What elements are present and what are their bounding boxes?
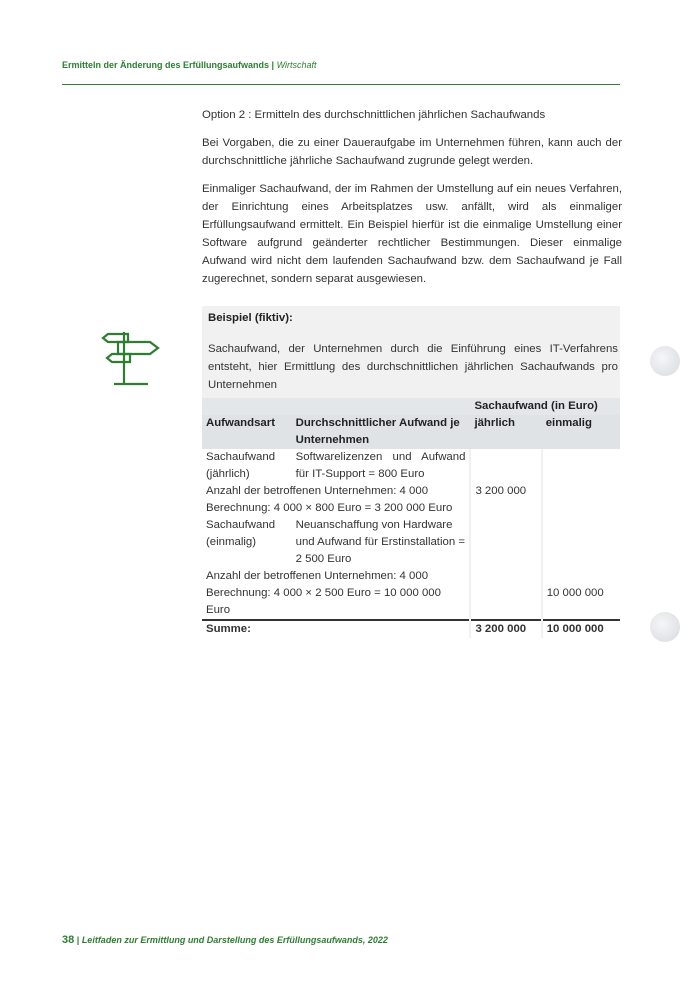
col-header-average: Durchschnittlicher Aufwand je Unternehmen: [292, 415, 471, 449]
cell-desc: Neuanschaffung von Hardware und Aufwand für Erstinstallation = 2 500 Euro: [292, 517, 471, 568]
header-separator: |: [271, 60, 275, 70]
signpost-icon: [100, 328, 162, 388]
header-title: Ermitteln der Änderung des Erfüllungsaufwands: [62, 60, 270, 70]
footer-text: Leitfaden zur Ermittlung und Darstellung des Erfüllungsaufwands, 2022: [81, 935, 388, 945]
table-row: [202, 483, 620, 500]
paragraph-1: Bei Vorgaben, die zu einer Daueraufgabe im Unternehmen führen, kann auch der durchschnittliche jährliche Sachaufwand zugrunde gelegt werden.: [202, 137, 622, 167]
table-row: [202, 517, 620, 568]
header-section: Wirtschaft: [276, 60, 317, 70]
cell-type: Sachaufwand (einmalig): [202, 517, 292, 568]
cell-calc: Berechnung: 4 000 × 800 Euro = 3 200 000 Euro: [202, 500, 470, 517]
header-rule: [62, 84, 620, 85]
cell-once: 10 000 000: [542, 585, 620, 620]
running-footer: [62, 934, 388, 946]
cell-calc: Berechnung: 4 000 × 2 500 Euro = 10 000 000 Euro: [202, 585, 470, 620]
cell-desc: Softwarelizenzen und Aufwand für IT-Support = 800 Euro: [292, 449, 471, 483]
page-number: 38: [62, 934, 75, 946]
cell-yearly: 3 200 000: [470, 483, 541, 500]
cost-table: [202, 398, 620, 638]
table-row: [202, 449, 620, 483]
option-heading: Option 2 : Ermitteln des durchschnittlichen jährlichen Sachaufwands: [202, 109, 546, 121]
col-header-yearly: jährlich: [470, 415, 541, 449]
sum-once: 10 000 000: [542, 620, 620, 638]
running-header: [62, 60, 317, 70]
table-header-group: [202, 398, 620, 415]
col-header-once: einmalig: [542, 415, 620, 449]
punch-hole: [650, 346, 680, 376]
cell-type: Sachaufwand (jährlich): [202, 449, 292, 483]
paragraph-2: Einmaliger Sachaufwand, der im Rahmen der Umstellung auf ein neues Verfahren, der Einrichtung eines Arbeitsplatzes usw. anfällt, wird als einmaliger Erfüllungsaufwand ermittelt. Ein Beispiel hierfür ist die einmalige Umstellung einer Software aufgrund geänderter rechtlicher Bestimmungen. Dieser einmalige Aufwand wird nicht dem laufenden Sachaufwand bzw. dem Sachaufwand je Fall zugerechnet, sondern separat ausgewiesen.: [202, 183, 622, 285]
body-text: [202, 106, 622, 298]
example-intro: Sachaufwand, der Unternehmen durch die Einführung eines IT-Verfahrens entsteht, hier Ermittlung des durchschnittlichen jährlichen Sachaufwands pro Unternehmen: [208, 343, 618, 391]
table-row: [202, 585, 620, 620]
punch-hole: [650, 612, 680, 642]
table-sum-row: [202, 620, 620, 638]
col-header-type: Aufwandsart: [202, 415, 292, 449]
group-header: Sachaufwand (in Euro): [470, 398, 620, 415]
table-row: [202, 500, 620, 517]
sum-label: Summe:: [202, 620, 470, 638]
table-header: [202, 415, 620, 449]
example-title: Beispiel (fiktiv):: [208, 312, 293, 324]
sum-yearly: 3 200 000: [470, 620, 541, 638]
table-row: [202, 568, 620, 585]
cell-count: Anzahl der betroffenen Unternehmen: 4 000: [202, 568, 470, 585]
footer-separator: |: [76, 935, 80, 945]
cell-count: Anzahl der betroffenen Unternehmen: 4 000: [202, 483, 470, 500]
